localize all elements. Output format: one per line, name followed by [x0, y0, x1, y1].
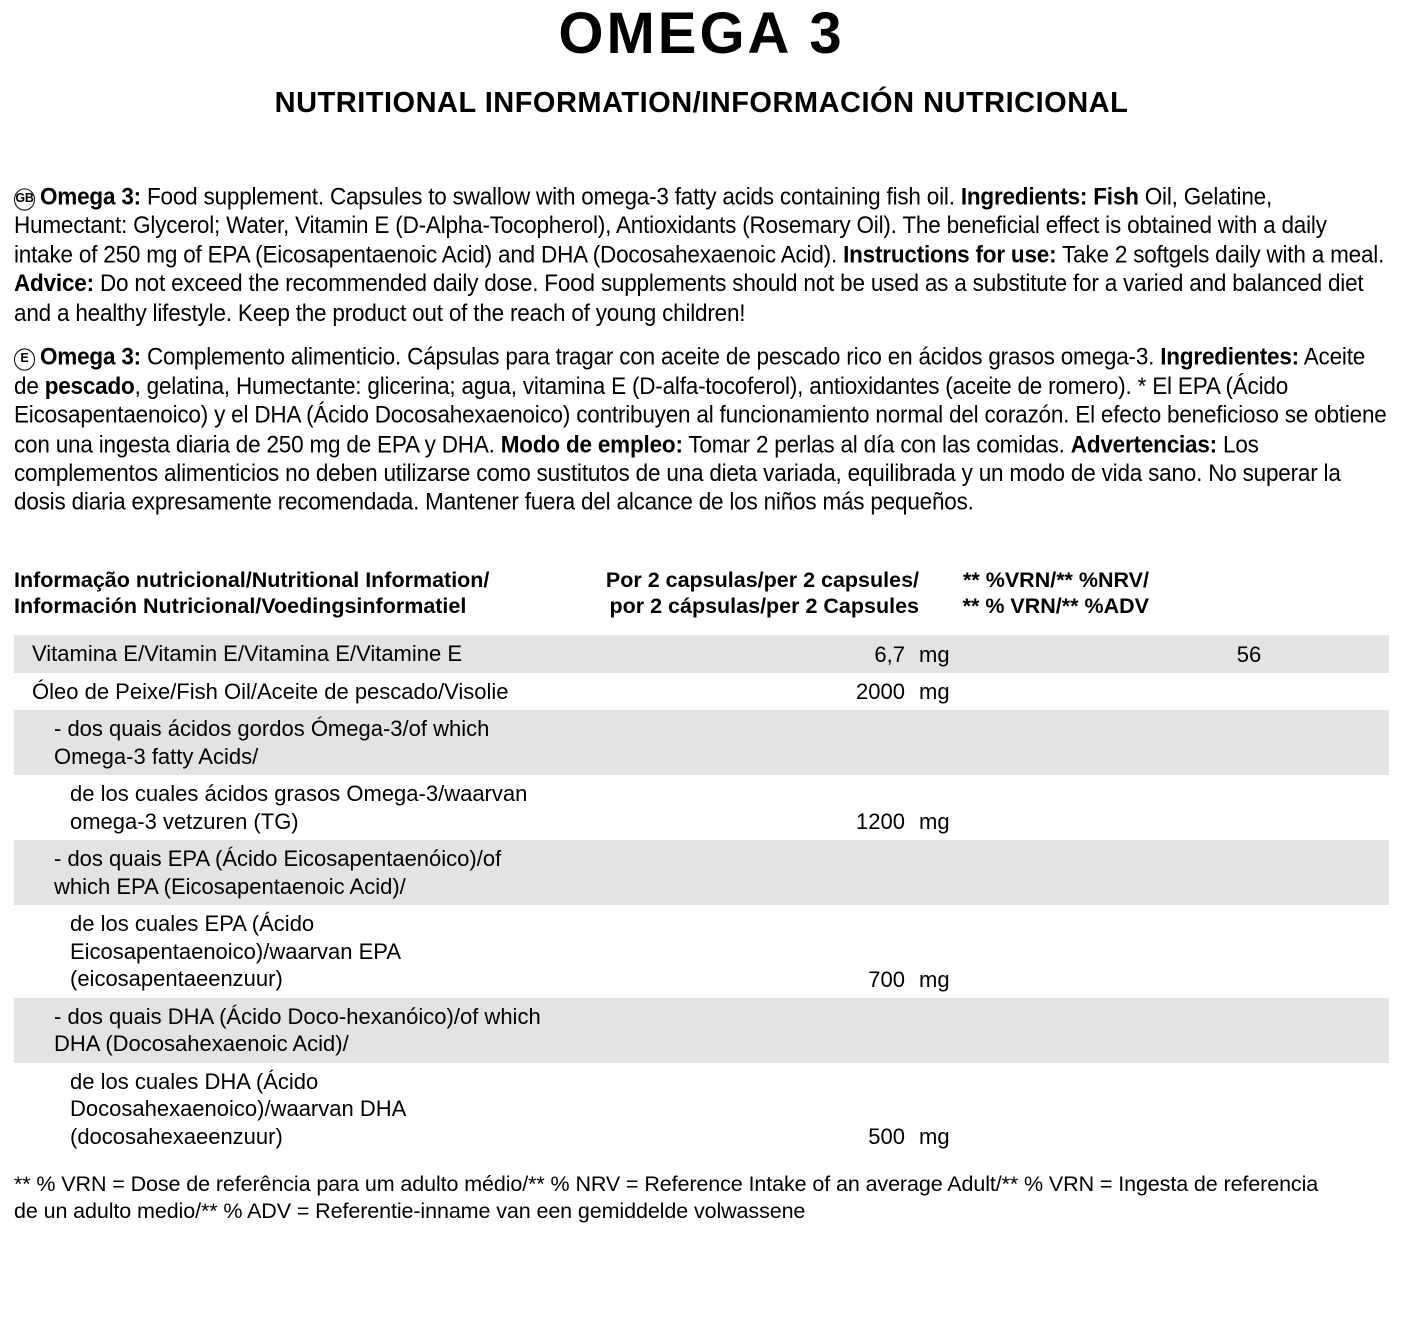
footnote-line-1: ** % VRN = Dose de referência para um adulto médio/** % NRV = Reference Intake of an average Adult/** % VRN = Ingesta de referencia — [14, 1172, 1319, 1197]
nutrient-unit — [919, 998, 1149, 1063]
en-text-2: Oil, Gelatine, Humectant: Glycerol; Water, Vitamin E (D-Alpha-Tocopherol), Antioxidants (Rosemary Oil). The beneficial effect is obtained with a daily intake of 250 mg of EPA (Eicosapentaenoic Acid) and DHA (Docosahexaenoic Acid). — [14, 182, 1327, 268]
header-nrv-line2: ** % VRN/** %ADV — [962, 593, 1149, 618]
nutrient-nrv — [1149, 673, 1389, 711]
header-nrv-column — [919, 568, 1149, 636]
description-spanish — [14, 342, 1389, 517]
nutrient-nrv — [1149, 840, 1389, 905]
nutrient-nrv — [1149, 905, 1389, 998]
ingredients-label-en: Ingredients: Fish — [960, 182, 1139, 210]
nutrient-name: - dos quais ácidos gordos Ómega-3/of which Omega-3 fatty Acids/ — [54, 716, 490, 769]
table-row — [14, 673, 1389, 711]
warnings-label-es: Advertencias: — [1070, 430, 1217, 457]
nutrient-amount: 2000 — [856, 679, 905, 705]
en-text-4: Do not exceed the recommended daily dose. Food supplements should not be used as a substitute for a varied and balanced diet and a healthy lifestyle. Keep the product out of the reach of young children! — [14, 270, 1364, 326]
nutrient-unit — [919, 710, 1149, 775]
ingredients-label-es: Ingredientes: — [1160, 343, 1299, 370]
header-amount-line2: por 2 cápsulas/per 2 Capsules — [609, 593, 919, 618]
instructions-label-en: Instructions for use: — [843, 241, 1057, 268]
nutrient-amount: 700 — [868, 966, 905, 992]
table-row — [14, 905, 1389, 998]
table-row — [14, 998, 1389, 1063]
nutrient-unit: mg — [919, 966, 950, 992]
nutrient-amount: 6,7 — [874, 641, 905, 667]
es-text-4: Tomar 2 perlas al día con las comidas. — [682, 430, 1071, 457]
header-nutrient-line2: Información Nutricional/Voedingsinformatiel — [14, 593, 467, 618]
nutrition-table — [14, 568, 1389, 1156]
nutrient-nrv — [1149, 998, 1389, 1063]
nutrient-unit: mg — [919, 809, 950, 835]
table-row — [14, 1063, 1389, 1156]
table-footnote — [14, 1171, 1389, 1225]
product-label-en: Omega 3: — [40, 182, 141, 210]
header-nutrient-line1: Informação nutricional/Nutritional Information/ — [14, 567, 490, 592]
table-body — [14, 635, 1389, 1155]
nutrient-unit: mg — [919, 641, 950, 667]
advice-label-en: Advice: — [14, 270, 94, 297]
nutrient-nrv — [1149, 1063, 1389, 1156]
nutrient-nrv — [1149, 710, 1389, 775]
nutrient-amount — [549, 840, 919, 905]
nutrient-amount — [549, 998, 919, 1063]
table-row — [14, 840, 1389, 905]
nutrient-name: - dos quais DHA (Ácido Doco-hexanóico)/of which DHA (Docosahexaenoic Acid)/ — [54, 1003, 541, 1057]
ingredient-pescado: pescado — [44, 372, 135, 399]
es-text-1: Complemento alimenticio. Cápsulas para tragar con aceite de pescado rico en ácidos grasos omega-3. — [140, 343, 1161, 370]
page-subtitle: NUTRITIONAL INFORMATION/INFORMACIÓN NUTRICIONAL — [274, 86, 1129, 119]
nutrient-name: de los cuales EPA (Ácido Eicosapentaenoico)/waarvan EPA (eicosapentaeenzuur) — [70, 911, 400, 992]
nutrient-unit: mg — [919, 679, 950, 705]
nutrient-name: - dos quais EPA (Ácido Eicosapentaenóico)/of which EPA (Eicosapentaenoic Acid)/ — [54, 846, 502, 899]
label-page — [0, 1, 1403, 1324]
nutrient-name: de los cuales DHA (Ácido Docosahexaenoico)/waarvan DHA (docosahexaeenzuur) — [70, 1068, 406, 1149]
nutrient-nrv — [1149, 775, 1389, 840]
nutrient-amount: 500 — [868, 1124, 905, 1150]
es-text-2: Aceite de — [14, 343, 1366, 399]
flag-gb-icon: GB — [14, 188, 35, 210]
es-text-5: Los complementos alimenticios no deben utilizarse como sustitutos de una dieta variada, equilibrada y un modo de vida sano. No superar la dosis diaria expresamente recomendada. Mantener fuera del alcance de los niños más pequeños. — [14, 430, 1341, 516]
product-label-es: Omega 3: — [40, 343, 141, 370]
nutrient-nrv: 56 — [1236, 641, 1262, 667]
footnote-line-2: de un adulto medio/** % ADV = Referentie-inname van een gemiddelde volwassene — [14, 1199, 806, 1224]
en-text-3: Take 2 softgels daily with a meal. — [1056, 241, 1385, 268]
nutrient-name: Óleo de Peixe/Fish Oil/Aceite de pescado/Visolie — [32, 678, 509, 704]
nutrient-amount: 1200 — [856, 809, 905, 835]
header-amount-line1: Por 2 capsulas/per 2 capsules/ — [605, 567, 919, 592]
nutrient-unit — [919, 840, 1149, 905]
nutrient-name: de los cuales ácidos grasos Omega-3/waarvan omega-3 vetzuren (TG) — [70, 781, 528, 834]
table-row — [14, 775, 1389, 840]
table-row — [14, 635, 1389, 673]
nutrient-unit: mg — [919, 1124, 950, 1150]
table-row — [14, 710, 1389, 775]
description-block — [14, 182, 1389, 517]
flag-es-icon: E — [14, 349, 35, 371]
usage-label-es: Modo de empleo: — [500, 430, 683, 457]
nutrient-name: Vitamina E/Vitamin E/Vitamina E/Vitamine E — [32, 641, 463, 667]
header-nrv-line1: ** %VRN/** %NRV/ — [963, 567, 1149, 592]
es-text-3: , gelatina, Humectante: glicerina; agua, vitamina E (D-alfa-tocoferol), antioxidantes (aceite de romero). * El EPA (Ácido Eicosapentaenoico) y el DHA (Ácido Docosahexaenoico) contribuyen al funcionamiento normal del corazón. El efecto beneficioso se obtiene con una ingesta diaria de 250 mg de EPA y DHA. — [14, 372, 1387, 457]
nutrient-amount — [549, 710, 919, 775]
header-nutrient-column — [14, 568, 549, 636]
description-english — [14, 182, 1389, 327]
en-text-1: Food supplement. Capsules to swallow with omega-3 fatty acids containing fish oil. — [140, 182, 961, 210]
header-amount-column — [549, 568, 919, 636]
page-title: OMEGA 3 — [558, 1, 845, 66]
table-header-row — [14, 568, 1389, 636]
